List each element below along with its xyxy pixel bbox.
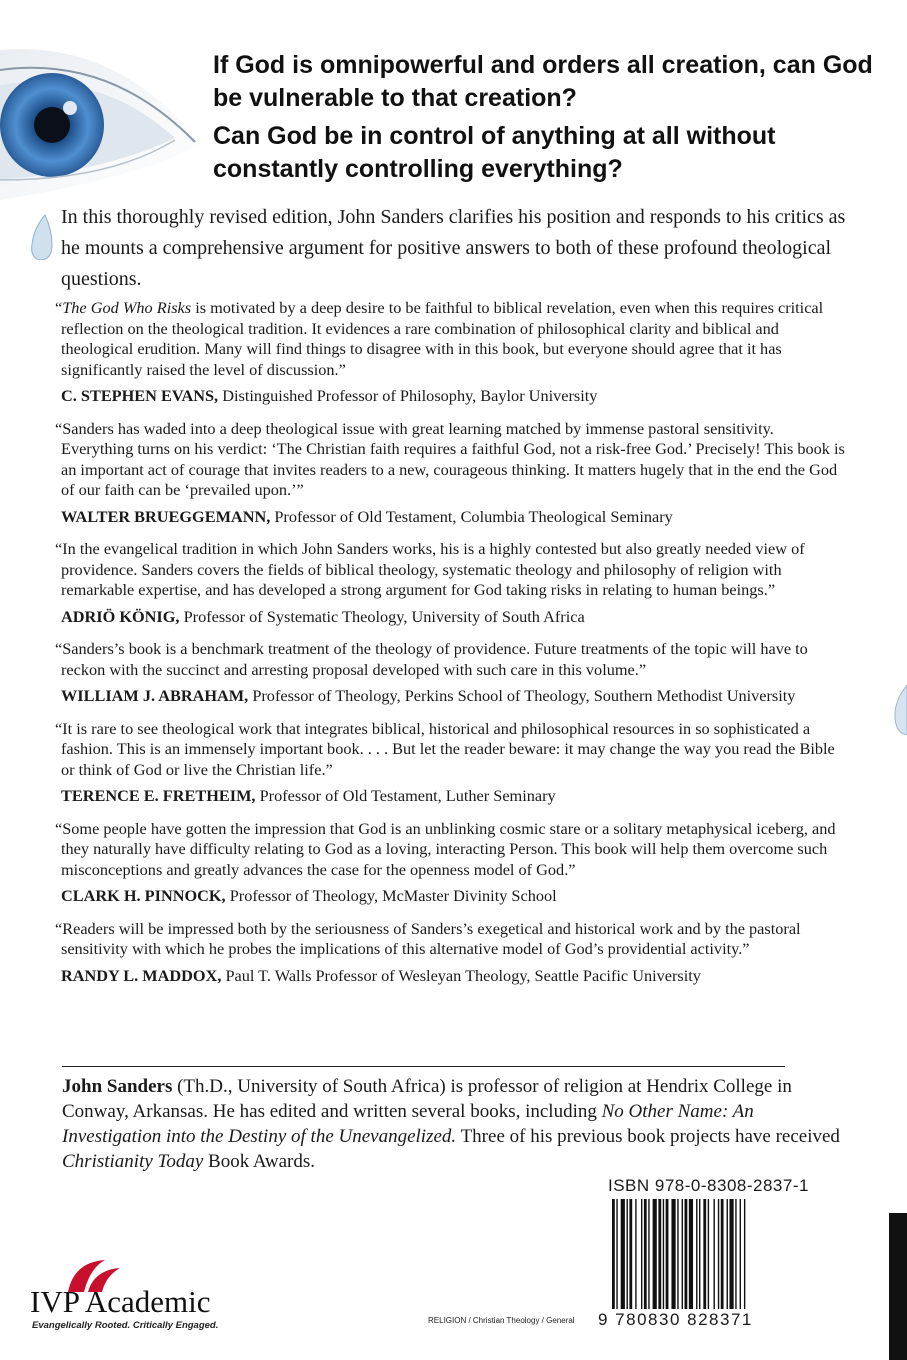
endorsement xyxy=(55,539,845,627)
endorsement-attribution xyxy=(61,886,845,907)
endorser-role: Distinguished Professor of Philosophy, Baylor University xyxy=(218,386,598,405)
headline-question-2: Can God be in control of anything at all without constantly controlling everything? xyxy=(213,122,776,183)
barcode-bar xyxy=(729,1199,733,1309)
endorsement-attribution xyxy=(61,386,845,407)
quote-open-mark: “ xyxy=(55,818,63,838)
barcode-bar xyxy=(714,1199,715,1309)
endorsement-text xyxy=(55,719,845,781)
barcode-bar xyxy=(677,1199,678,1309)
bio-text-1: (Th.D., University of South Africa) is professor of religion at Hendrix College in Conway, Arkansas. He has edited and written several books, including xyxy=(62,1076,792,1122)
barcode-bar xyxy=(616,1199,617,1309)
endorsement xyxy=(55,419,845,528)
barcode-bar xyxy=(682,1199,683,1309)
endorser-role: Professor of Theology, McMaster Divinity School xyxy=(225,886,557,905)
endorsements-list xyxy=(55,298,845,998)
quote-open-mark: “ xyxy=(55,918,63,938)
divider-rule xyxy=(62,1066,785,1067)
endorsement-attribution xyxy=(61,686,845,707)
endorsement xyxy=(55,719,845,807)
endorsement-attribution xyxy=(61,607,845,628)
barcode-bar xyxy=(696,1199,697,1309)
endorsement-body: Sanders has waded into a deep theological issue with great learning matched by immense pastoral sensitivity. Everything turns on his verdict: ‘The Christian faith requires a faithful God, not a risk-free God.’ Precisely! This book is an important act of courage that invites readers to a new, courageous thinking. It matters hugely that in the end the God of our faith can be ‘prevailed upon.’” xyxy=(61,418,845,499)
endorser-name: C. STEPHEN EVANS, xyxy=(61,386,219,405)
barcode-bar xyxy=(653,1199,657,1309)
barcode-bar xyxy=(740,1199,741,1309)
quote-open-mark: “ xyxy=(55,298,63,317)
intro-paragraph: In this thoroughly revised edition, John Sanders clarifies his position and responds to his critics as he mounts a comprehensive argument for positive answers to both of these profound theological questions. xyxy=(61,206,846,290)
barcode-bar xyxy=(699,1199,700,1309)
barcode-bar xyxy=(708,1199,709,1309)
barcode-bar xyxy=(635,1199,636,1309)
author-name: John Sanders xyxy=(62,1076,173,1097)
publisher-tagline: Evangelically Rooted. Critically Engaged. xyxy=(32,1320,219,1331)
endorser-name: RANDY L. MADDOX, xyxy=(61,965,222,985)
endorsement-body: Sanders’s book is a benchmark treatment of the theology of providence. Future treatments of the topic will have to reckon with the succinct and arresting proposal developed with such care in this volume.” xyxy=(61,639,808,679)
edge-block xyxy=(889,1213,907,1360)
endorsement xyxy=(55,919,845,987)
publisher-name: IVP Academic xyxy=(30,1284,211,1319)
endorser-name: WALTER BRUEGGEMANN, xyxy=(61,506,271,526)
quote-open-mark: “ xyxy=(55,418,63,438)
endorser-name: WILLIAM J. ABRAHAM, xyxy=(61,686,249,705)
endorsement-body: is motivated by a deep desire to be faithful to biblical revelation, even when this requires critical reflection on the theological tradition. It evidences a rare combination of philosophical clarity and biblical and theological erudition. Many will find things to disagree with in this book, but everyone should agree that it has significantly raised the level of discussion.” xyxy=(61,298,824,379)
endorser-role: Professor of Theology, Perkins School of Theology, Southern Methodist University xyxy=(248,686,796,705)
endorser-role: Professor of Systematic Theology, University of South Africa xyxy=(179,606,585,626)
quote-open-mark: “ xyxy=(55,718,63,738)
bio-award-name: Christianity Today xyxy=(62,1151,204,1172)
endorsement-text xyxy=(55,919,845,960)
endorser-name: CLARK H. PINNOCK, xyxy=(61,886,226,905)
barcode-bar xyxy=(718,1199,719,1309)
category-label: RELIGION / Christian Theology / General xyxy=(428,1316,575,1325)
endorsement-body: Readers will be impressed both by the seriousness of Sanders’s exegetical and historical work and by the pastoral sensitivity with which he probes the implications of this alternative model of God’s providential activity.” xyxy=(61,918,801,958)
barcode-bar xyxy=(744,1199,745,1309)
endorsement-text xyxy=(55,819,845,881)
endorsement xyxy=(55,819,845,907)
barcode xyxy=(612,1199,787,1309)
endorsement-text xyxy=(55,298,845,380)
barcode-bar xyxy=(735,1199,736,1309)
endorsement-body: Some people have gotten the impression that God is an unblinking cosmic stare or a solitary metaphysical iceberg, and they naturally have difficulty relating to God as a loving, interacting Person. This book will help them overcome such misconceptions and greatly advances the case for the openness model of God.” xyxy=(61,818,836,879)
endorsement-attribution xyxy=(61,966,845,987)
endorser-name: ADRIÖ KÖNIG, xyxy=(61,606,180,626)
bio-text-3: Book Awards. xyxy=(203,1151,316,1172)
quote-open-mark: “ xyxy=(55,539,63,558)
endorsement-text xyxy=(55,639,845,680)
quote-open-mark: “ xyxy=(55,639,63,658)
barcode-bar xyxy=(671,1199,675,1309)
bio-book-title: No Other Name: An Investigation into the Destiny of the Unevangelized. xyxy=(62,1101,754,1147)
endorsement-body: It is rare to see theological work that integrates biblical, historical and philosophical resources in so sophisticated a fashion. This is an immensely important book. . . . But let the reader beware: it may change the way you read the Bible or think of God or live the Christian life.” xyxy=(61,718,835,779)
author-bio xyxy=(62,1074,852,1174)
bio-text-2: Three of his previous book projects have received xyxy=(456,1126,840,1147)
headline-questions xyxy=(213,49,893,191)
teardrop-icon xyxy=(890,685,907,735)
endorsement-text xyxy=(55,539,845,601)
endorsement xyxy=(55,298,845,407)
barcode-bar xyxy=(666,1199,669,1309)
endorser-role: Paul T. Walls Professor of Wesleyan Theology, Seattle Pacific University xyxy=(221,965,701,985)
barcode-bar xyxy=(727,1199,728,1309)
barcode-digits: 9 780830 828371 xyxy=(598,1310,753,1329)
barcode-bar xyxy=(703,1199,706,1309)
barcode-bar xyxy=(612,1199,615,1309)
barcode-bar xyxy=(663,1199,664,1309)
isbn-label: ISBN 978-0-8308-2837-1 xyxy=(608,1176,809,1195)
endorsement-book-title: The God Who Risks xyxy=(62,298,192,317)
barcode-bar xyxy=(644,1199,647,1309)
barcode-bar xyxy=(658,1199,661,1309)
barcode-bar xyxy=(629,1199,632,1309)
barcode-bar xyxy=(689,1199,693,1309)
endorsement-attribution xyxy=(61,507,845,528)
endorser-role: Professor of Old Testament, Columbia Theological Seminary xyxy=(270,506,673,526)
barcode-bar xyxy=(621,1199,625,1309)
barcode-bar xyxy=(685,1199,688,1309)
headline-question-1: If God is omnipowerful and orders all creation, can God be vulnerable to that creation? xyxy=(213,51,873,112)
endorser-name: TERENCE E. FRETHEIM, xyxy=(61,786,256,805)
endorser-role: Professor of Old Testament, Luther Seminary xyxy=(255,786,556,805)
endorsement-attribution xyxy=(61,786,845,807)
endorsement-text xyxy=(55,419,845,501)
barcode-bar xyxy=(641,1199,642,1309)
barcode-bar xyxy=(648,1199,649,1309)
endorsement-body: In the evangelical tradition in which John Sanders works, his is a highly contested but also greatly needed view of providence. Sanders covers the fields of biblical theology, systematic theology and philosophy of religion with remarkable expertise, and has developed a strong argument for God taking risks in relating to human beings.” xyxy=(61,539,805,599)
endorsement xyxy=(55,639,845,707)
publisher-logo xyxy=(30,1254,270,1334)
barcode-bar xyxy=(627,1199,628,1309)
barcode-bar xyxy=(721,1199,724,1309)
